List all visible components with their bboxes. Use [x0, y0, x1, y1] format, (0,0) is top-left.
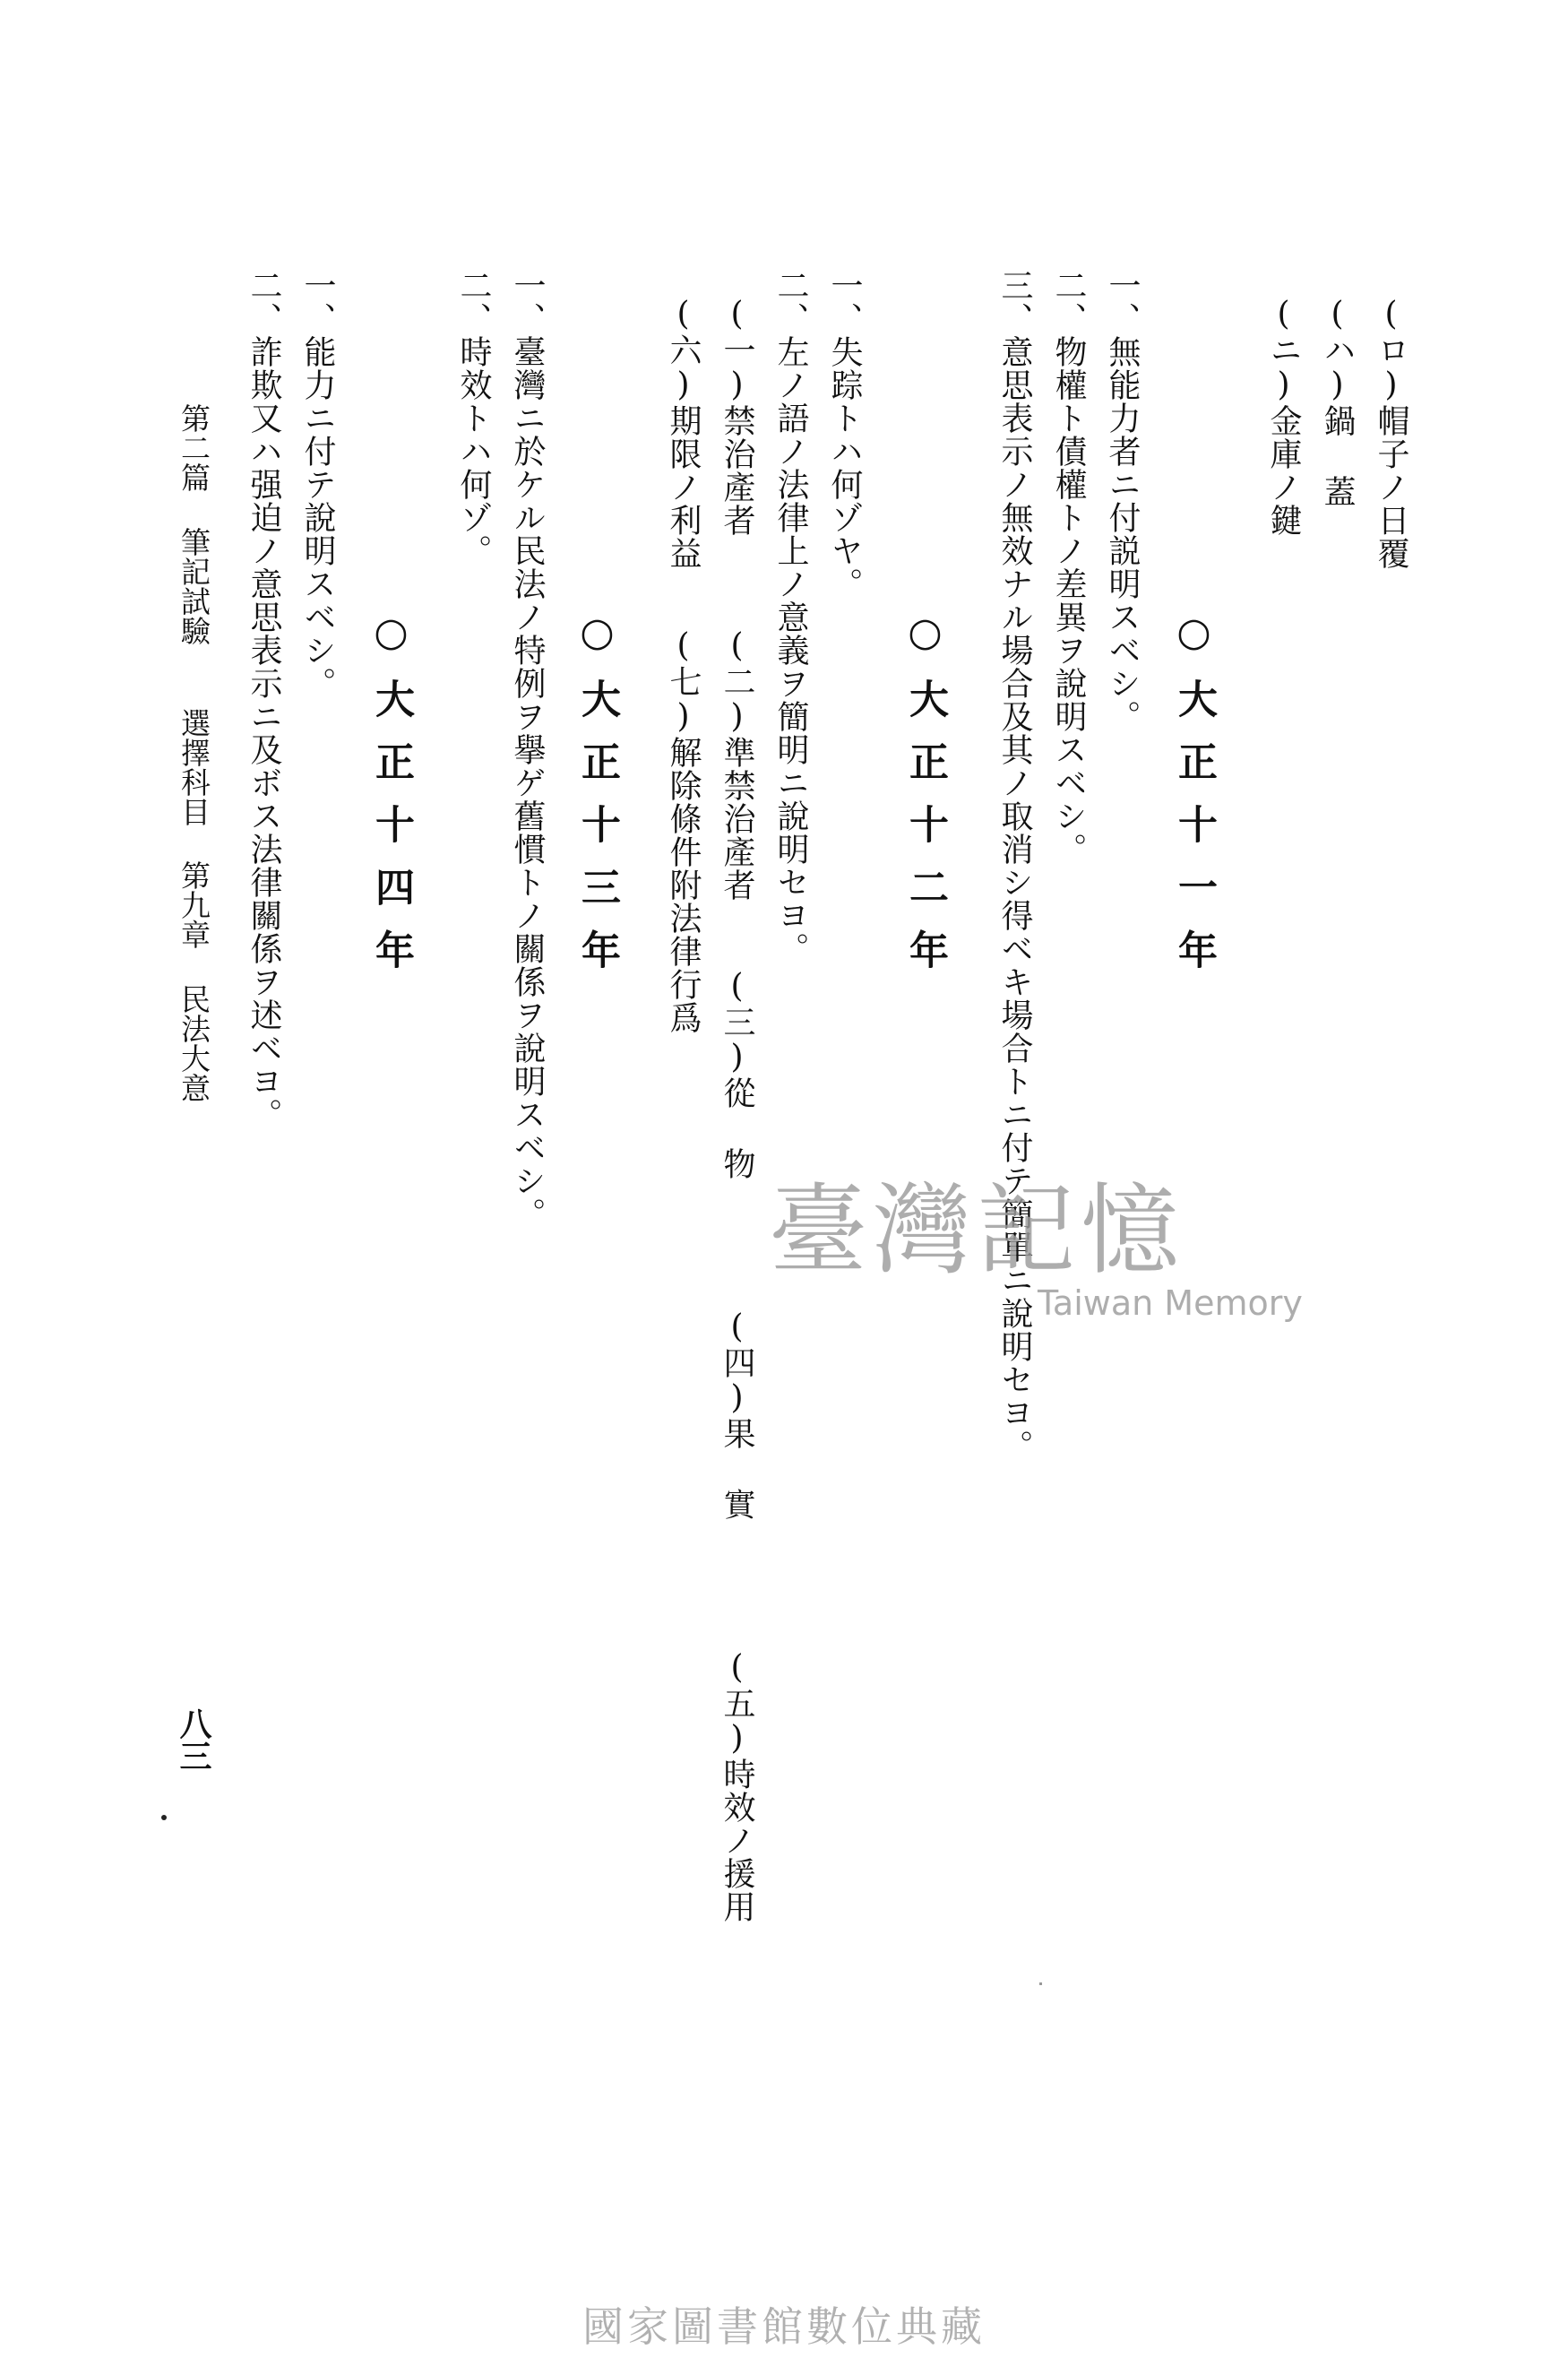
item-text: 金庫ノ鍵 — [1265, 404, 1302, 537]
term-6 — [665, 296, 702, 570]
list-item-ni — [1265, 296, 1302, 537]
watermark-en: Taiwan Memory — [1038, 1283, 1303, 1323]
ink-dot — [161, 1815, 167, 1820]
term-marker: (五) — [719, 1649, 755, 1758]
term-1 — [720, 296, 753, 537]
library-footer: 國家圖書館數位典藏 — [582, 2302, 986, 2351]
term-marker: (四) — [719, 1308, 755, 1417]
running-footer-subject: 選擇科目 — [177, 708, 211, 826]
term-text: 時效ノ援用 — [719, 1758, 755, 1923]
question-t12-2: 二、左ノ語ノ法律上ノ意義ヲ簡明ニ說明セヨ。 — [772, 269, 809, 965]
question-t11-3: 三、意思表示ノ無效ナル場合及其ノ取消シ得ベキ場合トニ付テ簡單ニ說明セヨ。 — [996, 269, 1033, 1463]
item-marker: (ニ) — [1265, 296, 1302, 404]
running-footer-section: 第二篇 筆記試驗 — [177, 403, 211, 645]
ink-speck — [1039, 1982, 1042, 1985]
page-number: 八三 — [175, 1707, 212, 1772]
term-text: 禁治產者 — [719, 404, 755, 537]
term-marker: (七) — [665, 627, 702, 736]
question-t13-1: 一、臺灣ニ於ケル民法ノ特例ヲ擧ゲ舊慣トノ關係ヲ說明スベシ。 — [509, 269, 546, 1231]
item-text: 鍋 蓋 — [1319, 404, 1356, 508]
term-text: 從 物 — [719, 1076, 755, 1180]
term-text: 期限ノ利益 — [665, 404, 702, 570]
watermark-cjk: 臺灣記憶 — [769, 1173, 1185, 1288]
section-heading-taisho-12: ○大正十二年 — [902, 609, 948, 992]
item-marker: (ロ) — [1373, 296, 1409, 404]
section-heading-taisho-11: ○大正十一年 — [1171, 609, 1217, 992]
question-t12-1: 一、失踪トハ何ゾヤ。 — [826, 269, 863, 600]
term-marker: (一) — [719, 296, 755, 404]
term-text: 果 實 — [719, 1417, 755, 1521]
term-7 — [665, 627, 702, 1034]
term-marker: (三) — [719, 968, 755, 1076]
running-footer-chapter: 第九章 民法大意 — [177, 860, 211, 1102]
question-t13-2: 二、時效トハ何ゾ。 — [455, 269, 492, 567]
term-4 — [720, 1308, 753, 1521]
question-t14-2: 二、詐欺又ハ强迫ノ意思表示ニ及ボス法律關係ヲ述ベヨ。 — [246, 269, 282, 1131]
term-text: 解除條件附法律行爲 — [665, 736, 702, 1034]
section-heading-taisho-13: ○大正十三年 — [574, 609, 620, 992]
question-t14-1: 一、能力ニ付テ說明スベシ。 — [299, 269, 336, 700]
taiwan-memory-watermark — [769, 1173, 1303, 1323]
term-marker: (二) — [719, 627, 755, 736]
question-t11-1: 一、無能力者ニ付説明スベシ。 — [1104, 269, 1141, 733]
term-5 — [720, 1649, 753, 1923]
term-marker: (六) — [665, 296, 702, 404]
list-item-ha — [1319, 296, 1356, 508]
term-2 — [720, 627, 753, 902]
term-text: 準禁治產者 — [719, 736, 755, 902]
item-marker: (ハ) — [1319, 296, 1356, 404]
item-text: 帽子ノ日覆 — [1373, 404, 1409, 570]
section-heading-taisho-14: ○大正十四年 — [368, 609, 414, 992]
question-t11-2: 二、物權ト債權トノ差異ヲ說明スベシ。 — [1050, 269, 1087, 866]
term-3 — [720, 968, 753, 1180]
list-item-ro — [1374, 296, 1407, 570]
